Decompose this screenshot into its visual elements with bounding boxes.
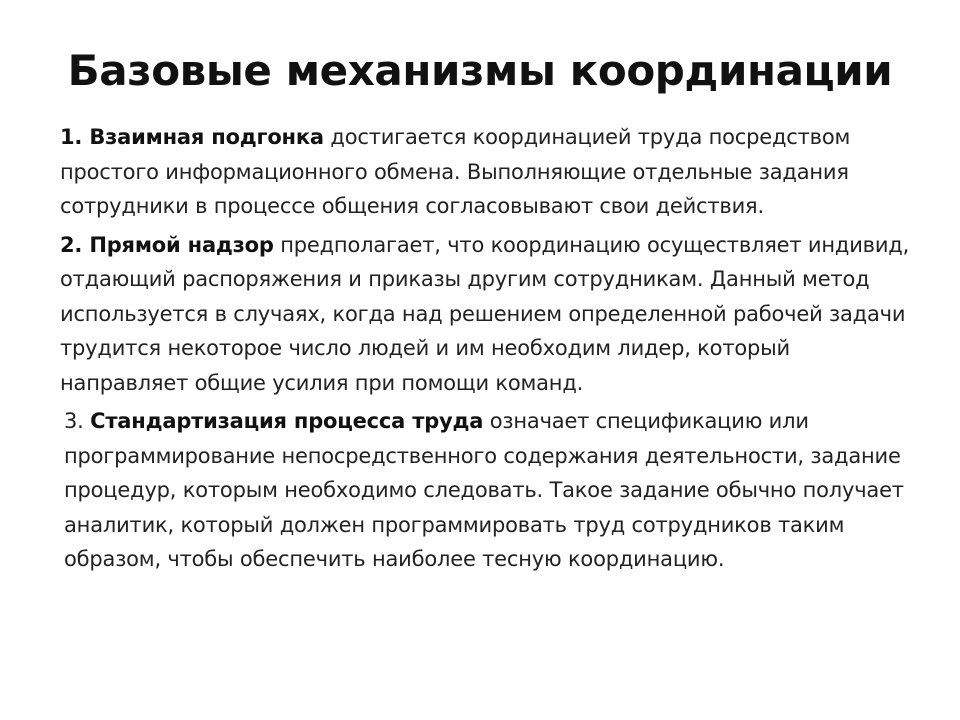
item-number: 3. — [64, 409, 84, 433]
paragraph-direct-supervision — [60, 228, 920, 401]
slide-title: Базовые механизмы координации — [67, 46, 893, 95]
slide-body — [60, 120, 920, 581]
paragraph-text: предполагает, что координацию осуществляет индивид, отдающий распоряжения и приказы другим сотрудникам. Данный метод используется в случаях, когда над решением определенной рабочей задачи трудится некоторое число людей и им необходим лидер, который направляет общие усилия при помощи команд. — [60, 232, 910, 395]
item-number: 1. — [60, 125, 83, 149]
paragraph-mutual-adjustment — [60, 120, 920, 224]
item-number: 2. — [60, 232, 83, 257]
term-mutual-adjustment: Взаимная подгонка — [89, 125, 324, 149]
paragraph-text: означает спецификацию или программирование непосредственного содержания деятельности, задание процедур, которым необходимо следовать. Такое задание обычно получает аналитик, который должен программировать труд сотрудников таким образом, чтобы обеспечить наиболее тесную координацию. — [64, 409, 904, 571]
paragraph-text: достигается координацией труда посредством простого информационного обмена. Выполняющие отдельные задания сотрудники в процессе общения согласовывают свои действия. — [60, 125, 851, 218]
paragraph-standardization — [60, 404, 920, 577]
term-direct-supervision: Прямой надзор — [89, 232, 274, 257]
term-standardization: Стандартизация процесса труда — [90, 409, 484, 433]
